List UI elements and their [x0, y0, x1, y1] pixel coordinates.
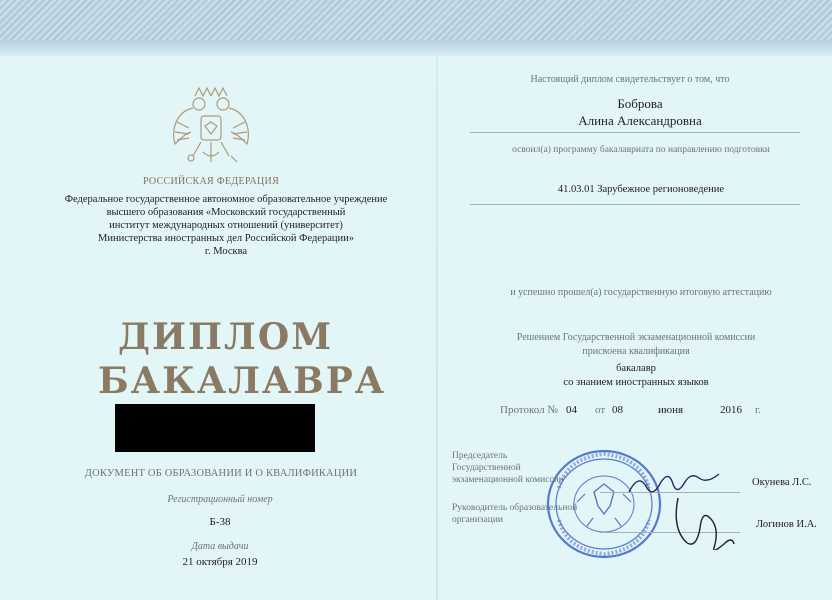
head-label: Руководитель образовательной: [452, 503, 578, 513]
protocol-from-label: от: [595, 404, 606, 416]
decision-text-2: присвоена квалификация: [582, 346, 690, 357]
chair-label-2: Государственной: [452, 463, 521, 473]
issue-date: 21 октября 2019: [182, 556, 258, 568]
protocol-number: 04: [566, 404, 577, 416]
chair-label: Председатель: [452, 451, 508, 461]
head-label-2: организации: [452, 515, 504, 525]
head-signature-icon: [668, 490, 738, 550]
chair-name: Окунева Л.С.: [752, 477, 812, 488]
intro-text: Настоящий диплом свидетельствует о том, что: [530, 74, 730, 85]
protocol-label: Протокол №: [500, 404, 558, 416]
diploma-subtitle: БАКАЛАВРА: [98, 360, 387, 402]
registration-label: Регистрационный номер: [167, 494, 273, 505]
graduate-name: Алина Александровна: [578, 113, 702, 128]
institution-city: г. Москва: [204, 246, 248, 257]
page-fold: [436, 56, 438, 600]
institution-line: высшего образования «Московский государственный: [106, 207, 346, 218]
protocol-month: июня: [658, 404, 684, 416]
program-name: 41.03.01 Зарубежное регионоведение: [557, 184, 725, 195]
redacted-number-block: [115, 404, 315, 452]
year-suffix: г.: [755, 404, 762, 416]
graduate-surname: Боброва: [617, 96, 663, 111]
chair-label-3: экзаменационной комиссии: [452, 475, 564, 485]
decorative-band-edge: [0, 40, 832, 56]
protocol-year: 2016: [720, 404, 742, 416]
head-name: Логинов И.А.: [756, 519, 817, 530]
registration-number: Б-38: [209, 516, 231, 528]
country-label: РОССИЙСКАЯ ФЕДЕРАЦИЯ: [142, 176, 280, 187]
name-underline: [470, 132, 800, 133]
institution-line: Министерства иностранных дел Российской Федерации»: [98, 233, 354, 244]
protocol-day: 08: [612, 404, 623, 416]
issue-date-label: Дата выдачи: [191, 541, 249, 552]
institution-line: институт международных отношений (университет): [109, 220, 343, 231]
qualification: бакалавр: [616, 363, 656, 374]
diploma-title: ДИПЛОМ: [118, 316, 334, 358]
qualification-note: со знанием иностранных языков: [563, 377, 709, 388]
institution-line: Федеральное государственное автономное образовательное учреждение: [64, 194, 388, 205]
decision-text: Решением Государственной экзаменационной комиссии: [516, 332, 756, 343]
attestation-text: и успешно прошел(а) государственную итоговую аттестацию: [510, 287, 772, 298]
document-type: ДОКУМЕНТ ОБ ОБРАЗОВАНИИ И О КВАЛИФИКАЦИИ: [84, 468, 358, 479]
program-underline: [470, 204, 800, 205]
coat-of-arms-icon: [165, 82, 257, 174]
program-label: освоил(а) программу бакалавриата по направлению подготовки: [512, 145, 770, 155]
